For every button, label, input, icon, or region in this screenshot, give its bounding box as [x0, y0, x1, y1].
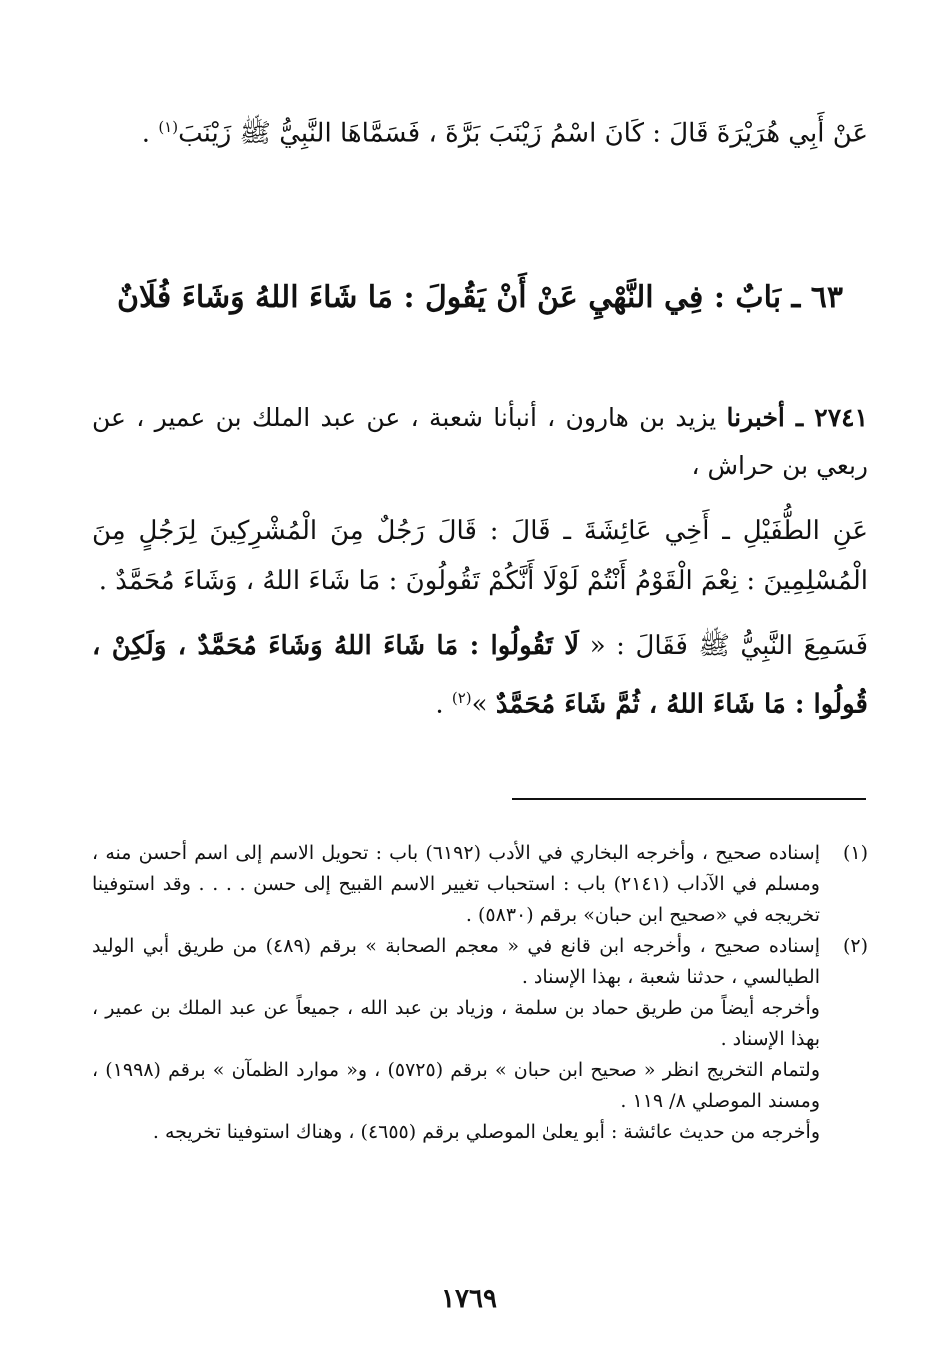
footnote-text: وأخرجه أيضاً من طريق حماد بن سلمة ، وزياد بن عبد الله ، جميعاً عن عبد الملك بن عمير ، بهذا الإسناد . [92, 997, 820, 1050]
footnote-ref-2: (٢) [451, 689, 472, 707]
hadith-number: ٢٧٤١ ـ أخبرنا [726, 403, 868, 432]
footnote-text: وأخرجه من حديث عائشة : أبو يعلىٰ الموصلي برقم (٤٦٥٥) ، وهناك استوفينا تخريجه . [152, 1121, 820, 1143]
footnote-number: (١) [842, 842, 868, 864]
matn-2-intro: فَسَمِعَ النَّبِيُّ ﷺ فَقَالَ : « [579, 631, 868, 661]
isnad-text: يزيد بن هارون ، أنبأنا شعبة ، عن عبد الملك بن عمير ، عن ربعي بن حراش ، [92, 403, 868, 480]
hadith-tail-paragraph [92, 104, 868, 157]
period: . [141, 118, 159, 149]
footnote-number: (٢) [842, 935, 868, 957]
matn-paragraph-2 [92, 620, 868, 731]
footnote-separator [512, 798, 866, 800]
footnote-2 [92, 931, 868, 1148]
matn-paragraph-1: عَنِ الطُّفَيْلِ ـ أَخِي عَائِشَةَ ـ قَالَ : قَالَ رَجُلٌ مِنَ الْمُشْرِكِينَ لِرَجُلٍ مِنَ الْمُسْلِمِينَ : نِعْمَ الْقَوْمُ أَنْتُمْ لَوْلَا أَنَّكُمْ تَقُولُونَ : مَا شَاءَ اللهُ ، وَشَاءَ مُحَمَّدٌ . [92, 516, 868, 596]
footnote-1 [92, 838, 868, 931]
hadith-tail-text: عَنْ أَبِي هُرَيْرَةَ قَالَ : كَانَ اسْمُ زَيْنَبَ بَرَّةَ ، فَسَمَّاهَا النَّبِيُّ ﷺ زَيْنَبَ [178, 118, 868, 149]
period: . [435, 689, 452, 720]
footnote-ref-1: (١) [158, 118, 179, 136]
prophetic-saying: لَا تَقُولُوا : مَا شَاءَ اللهُ وَشَاءَ مُحَمَّدٌ ، وَلَكِنْ ، قُولُوا : مَا شَاءَ اللهُ ، ثُمَّ شَاءَ مُحَمَّدٌ [92, 631, 868, 720]
footnotes [92, 838, 868, 1148]
chapter-title: ٦٣ ـ بَابٌ : فِي النَّهْيِ عَنْ أَنْ يَقُولَ : مَا شَاءَ اللهُ وَشَاءَ فُلَانٌ [117, 280, 843, 315]
footnote-text: ولتمام التخريج انظر « صحيح ابن حبان » برقم (٥٧٢٥) ، و« موارد الظمآن » برقم (١٩٩٨) ، ومسند الموصلي ٨/ ١١٩ . [92, 1059, 820, 1112]
footnote-text: إسناده صحيح ، وأخرجه البخاري في الأدب (٦١٩٢) باب : تحويل الاسم إلى اسم أحسن منه ، ومسلم في الآداب (٢١٤١) باب : استحباب تغيير الاسم القبيح إلى حسن . . . . وقد استوفينا تخريجه في «صحيح ابن حبان» برقم (٥٨٣٠) . [92, 842, 820, 926]
footnote-text: إسناده صحيح ، وأخرجه ابن قانع في « معجم الصحابة » برقم (٤٨٩) من طريق أبي الوليد الطيالسي ، حدثنا شعبة ، بهذا الإسناد . [92, 935, 820, 988]
isnad-paragraph [92, 394, 868, 490]
closing-quote: » [471, 689, 496, 720]
page-number: ١٧٦٩ [441, 1284, 497, 1314]
